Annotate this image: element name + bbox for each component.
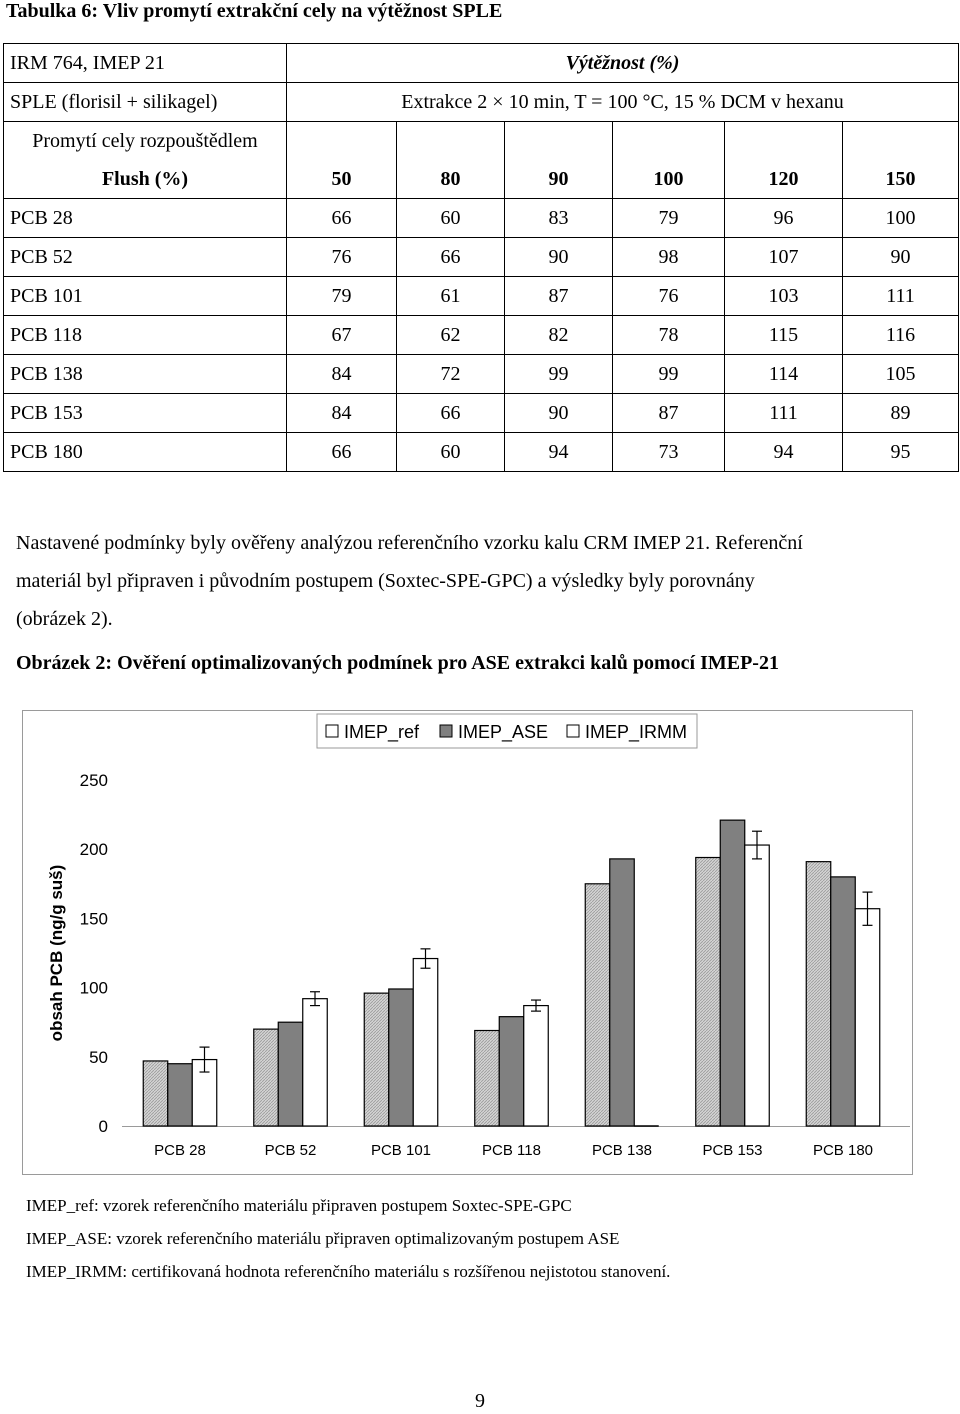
paragraph-line-1: Nastavené podmínky byly ověřeny analýzou referenčního vzorku kalu CRM IMEP 21. Referenční [16, 532, 803, 554]
header-sample-cell: IRM 764, IMEP 21 [4, 44, 287, 83]
table-cell: 111 [843, 277, 959, 316]
bar-imep-irmm [745, 845, 770, 1126]
table-cell: 76 [287, 238, 397, 277]
table-row [4, 433, 959, 472]
flush-value: 80 [397, 160, 505, 199]
table-cell: 84 [287, 394, 397, 433]
table-cell: 94 [505, 433, 613, 472]
page-number: 9 [475, 1390, 485, 1412]
header-flush-cell [4, 122, 287, 199]
table-cell: 84 [287, 355, 397, 394]
table-cell: 107 [725, 238, 843, 277]
table-cell: 90 [505, 394, 613, 433]
bar-imep-irmm [303, 999, 328, 1126]
table-row [4, 316, 959, 355]
bar-imep-ref [364, 993, 389, 1126]
bar-imep-ase [610, 859, 635, 1126]
bar-imep-ase [278, 1022, 303, 1126]
table-row [4, 199, 959, 238]
flush-blank [287, 122, 397, 161]
note-imep-ase: IMEP_ASE: vzorek referenčního materiálu připraven optimalizovaným postupem ASE [26, 1229, 620, 1248]
table-cell: 78 [613, 316, 725, 355]
note-imep-irmm: IMEP_IRMM: certifikovaná hodnota referenčního materiálu s rozšířenou nejistotou stanovení. [26, 1262, 671, 1281]
table-cell: 62 [397, 316, 505, 355]
table-cell: 94 [725, 433, 843, 472]
table-cell: 115 [725, 316, 843, 355]
header-row-3 [4, 122, 959, 161]
table-cell: 99 [613, 355, 725, 394]
flush-value: 50 [287, 160, 397, 199]
bar-chart [22, 710, 914, 1176]
flush-blank [397, 122, 505, 161]
table-cell: 66 [287, 199, 397, 238]
flush-value: 90 [505, 160, 613, 199]
header-yield-cell: Výtěžnost (%) [287, 44, 959, 83]
table-cell: 82 [505, 316, 613, 355]
legend-swatch-imep-irmm [567, 725, 579, 737]
table-cell: 83 [505, 199, 613, 238]
x-tick-label: PCB 52 [264, 1142, 317, 1159]
note-imep-ref: IMEP_ref: vzorek referenčního materiálu připraven postupem Soxtec-SPE-GPC [26, 1196, 572, 1215]
flush-value: 120 [725, 160, 843, 199]
row-label: PCB 153 [4, 394, 287, 433]
table-cell: 103 [725, 277, 843, 316]
header-row-2 [4, 83, 959, 122]
table-cell: 61 [397, 277, 505, 316]
table-cell: 90 [505, 238, 613, 277]
table-cell: 90 [843, 238, 959, 277]
x-tick-label: PCB 153 [702, 1142, 763, 1159]
table-cell: 114 [725, 355, 843, 394]
paragraph-line-3: (obrázek 2). [16, 608, 113, 630]
row-label: PCB 52 [4, 238, 287, 277]
bar-imep-ref [696, 858, 721, 1126]
bar-imep-ref [585, 884, 610, 1126]
bar-imep-irmm [524, 1006, 549, 1126]
table-cell: 96 [725, 199, 843, 238]
header-row-1 [4, 44, 959, 83]
x-tick-label: PCB 138 [591, 1142, 653, 1159]
table-cell: 116 [843, 316, 959, 355]
flush-blank [725, 122, 843, 161]
bar-imep-ase [831, 877, 856, 1126]
table-cell: 66 [397, 394, 505, 433]
bar-imep-ref [143, 1061, 168, 1126]
table-row [4, 277, 959, 316]
row-label: PCB 138 [4, 355, 287, 394]
x-tick-label: PCB 101 [370, 1142, 432, 1159]
table-title: Tabulka 6: Vliv promytí extrakční cely na výtěžnost SPLE [6, 0, 503, 22]
table-row [4, 238, 959, 277]
legend-label: IMEP_IRMM [585, 722, 688, 742]
row-label: PCB 118 [4, 316, 287, 355]
y-axis-label: obsah PCB (ng/g suš) [47, 864, 66, 1042]
x-tick-label: PCB 28 [154, 1142, 206, 1159]
table-cell: 111 [725, 394, 843, 433]
table-cell: 105 [843, 355, 959, 394]
bar-imep-ase [389, 989, 414, 1126]
y-tick-label: 50 [89, 1047, 108, 1067]
figure-caption: Obrázek 2: Ověření optimalizovaných podmínek pro ASE extrakci kalů pomocí IMEP-21 [16, 652, 779, 674]
flush-blank [613, 122, 725, 161]
table-cell: 67 [287, 316, 397, 355]
x-tick-label: PCB 118 [482, 1142, 541, 1159]
flush-value: 100 [613, 160, 725, 199]
row-label: PCB 28 [4, 199, 287, 238]
table-cell: 95 [843, 433, 959, 472]
flush-blank [843, 122, 959, 161]
flush-blank [505, 122, 613, 161]
table-cell: 100 [843, 199, 959, 238]
header-conditions-cell: Extrakce 2 × 10 min, T = 100 °C, 15 % DCM v hexanu [287, 83, 959, 122]
table-cell: 73 [613, 433, 725, 472]
table-cell: 87 [505, 277, 613, 316]
table-cell: 89 [843, 394, 959, 433]
yield-table [3, 43, 959, 472]
bar-imep-irmm [413, 959, 438, 1126]
bar-imep-ref [806, 862, 831, 1126]
row-label: PCB 180 [4, 433, 287, 472]
bar-imep-ase [168, 1064, 193, 1126]
bar-imep-ref [254, 1029, 279, 1126]
row-label: PCB 101 [4, 277, 287, 316]
table-cell: 99 [505, 355, 613, 394]
table-row [4, 355, 959, 394]
table-cell: 79 [287, 277, 397, 316]
table-cell: 79 [613, 199, 725, 238]
x-tick-label: PCB 180 [812, 1142, 874, 1159]
y-tick-label: 250 [79, 771, 108, 790]
table-cell: 98 [613, 238, 725, 277]
bar-imep-ase [720, 820, 745, 1126]
y-tick-label: 150 [79, 909, 108, 929]
y-tick-label: 200 [79, 840, 108, 860]
legend-swatch-imep-ase [440, 725, 452, 737]
table-cell: 66 [397, 238, 505, 277]
header-method-cell: SPLE (florisil + silikagel) [4, 83, 287, 122]
flush-value: 150 [843, 160, 959, 199]
table-cell: 76 [613, 277, 725, 316]
legend-label: IMEP_ASE [458, 722, 549, 742]
table-cell: 66 [287, 433, 397, 472]
table-cell: 60 [397, 433, 505, 472]
legend-label: IMEP_ref [344, 722, 420, 742]
bar-imep-ase [499, 1017, 524, 1126]
table-row [4, 394, 959, 433]
legend-swatch-imep-ref [326, 725, 338, 737]
bar-imep-irmm [855, 909, 880, 1126]
y-tick-label: 0 [98, 1117, 108, 1136]
flush-label: Flush (%) [101, 168, 189, 190]
paragraph-line-2: materiál byl připraven i původním postupem (Soxtec-SPE-GPC) a výsledky byly porovnány [16, 570, 755, 592]
rinse-label: Promytí cely rozpouštědlem [32, 130, 258, 152]
table-cell: 87 [613, 394, 725, 433]
table-cell: 72 [397, 355, 505, 394]
table-cell: 60 [397, 199, 505, 238]
y-tick-label: 100 [79, 978, 108, 998]
bar-imep-ref [475, 1031, 500, 1126]
